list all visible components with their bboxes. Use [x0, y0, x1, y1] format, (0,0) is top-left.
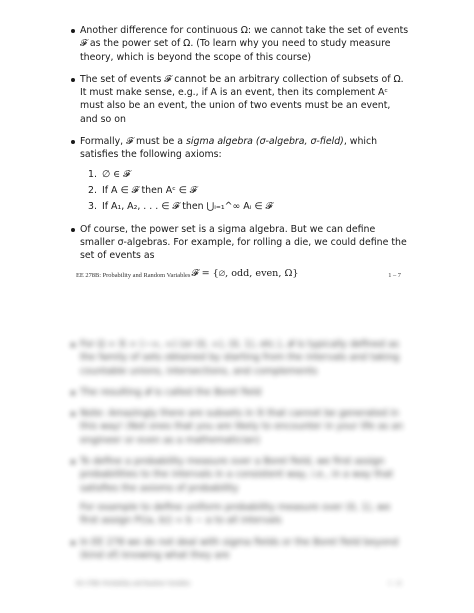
slide-footer — [76, 272, 401, 279]
bullet-text: Another difference for continuous Ω: we cannot take the set of events 𝓕 as the power set of Ω. (To learn why you need to study measure theory, which is beyond the scope of this course) — [80, 25, 409, 63]
bullet-subparagraph: For example to define uniform probability measure over (0, 1), we first assign P((a, b)) = b − a to all intervals — [80, 501, 391, 527]
slide-page-1 — [0, 0, 474, 300]
bullet-text: For Ω = ℝ = (−∞, ∞) (or (0, ∞), (0, 1), etc.), 𝓕 is typically defined as the family of sets obtained by starting from the intervals and taking countable unions, intersections, and complements — [80, 339, 400, 377]
bullet-list — [80, 338, 410, 570]
axiom-number: 3. — [88, 201, 97, 213]
axiom-text: If A₁, A₂, . . . ∈ 𝓕 then ⋃ᵢ₌₁^∞ Aᵢ ∈ 𝓕 — [102, 201, 273, 213]
emphasis-term: sigma algebra (σ-algebra, σ-field) — [186, 136, 344, 148]
axiom-item — [88, 184, 410, 197]
footer-course: EE 278B: Probability and Random Variables — [76, 272, 191, 279]
bullet-text: Of course, the power set is a sigma algebra. But we can define smaller σ-algebras. For example, for rolling a die, we could define the set of events as — [80, 223, 407, 262]
axiom-number: 1. — [88, 168, 97, 180]
bullet-text: The resulting 𝓕 is called the Borel field — [80, 386, 262, 398]
bullet-borel-field — [80, 386, 410, 399]
display-equation: 𝓕 = {∅, odd, even, Ω} — [191, 268, 299, 280]
footer-page-number: 1 – 8 — [388, 580, 401, 587]
bullet-text: In EE 278 we do not deal with sigma fields or the Borel field beyond (kind of) knowing what they are — [80, 536, 399, 561]
bullet-text: The set of events 𝓕 cannot be an arbitrary collection of subsets of Ω. It must make sense, e.g., if A is an event, then its complement Aᶜ must also be an event, the union of two events must be an event, and so on — [80, 73, 404, 125]
slide-footer — [76, 580, 401, 587]
footer-course: EE 278B: Probability and Random Variables — [76, 580, 191, 587]
axiom-text: ∅ ∈ 𝓕 — [102, 168, 130, 180]
axiom-item — [88, 168, 410, 181]
bullet-probability-measure — [80, 455, 410, 527]
bullet-ee278 — [80, 536, 410, 563]
axiom-list — [80, 168, 410, 214]
axiom-number: 2. — [88, 184, 97, 196]
bullet-set-of-events — [80, 73, 410, 126]
axiom-item — [88, 200, 410, 213]
bullet-note — [80, 407, 410, 447]
bullet-continuous-omega — [80, 24, 410, 64]
bullet-text: Note: Amazingly there are subsets in ℝ that cannot be generated in this way! (Not ones that you are likely to encounter in your life as an engineer or even as a mathematician) — [80, 408, 404, 446]
bullet-text: Formally, 𝓕 must be a — [80, 136, 187, 148]
bullet-list — [80, 24, 410, 290]
slide-page-2 — [0, 300, 474, 613]
footer-page-number: 1 – 7 — [388, 272, 401, 279]
axiom-text: If A ∈ 𝓕 then Aᶜ ∈ 𝓕 — [102, 184, 197, 196]
bullet-text: , which satisfies the following axioms: — [80, 136, 378, 161]
bullet-text: To define a probability measure over a Borel field, we first assign probabilities to the intervals in a consistent way, i.e., in a way that satisfies the axioms of probability — [80, 456, 394, 494]
bullet-borel-definition — [80, 338, 410, 378]
bullet-sigma-algebra — [80, 135, 410, 213]
